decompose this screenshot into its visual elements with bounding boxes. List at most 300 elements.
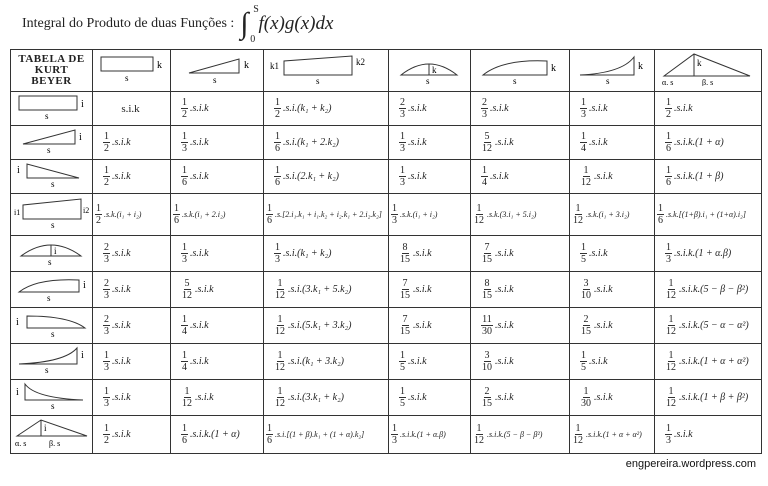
cell xyxy=(93,160,171,194)
numerator: 1 xyxy=(476,203,482,214)
cell xyxy=(471,416,570,454)
cell xyxy=(471,272,570,308)
label-i: i xyxy=(16,317,19,328)
numerator: 1 xyxy=(666,423,671,434)
formula-text: .s.i.k xyxy=(112,391,131,403)
formula-text: .s.i.(k₁ + 3.k₂) xyxy=(288,355,344,367)
cell xyxy=(655,160,762,194)
numerator: 1 xyxy=(583,165,589,176)
denominator: 3 xyxy=(104,254,109,265)
numerator: 1 xyxy=(184,386,190,397)
fraction xyxy=(95,203,102,226)
denominator: 3 xyxy=(182,143,187,154)
cell xyxy=(264,308,389,344)
formula-text: .s.i.k xyxy=(112,136,131,148)
numerator: 1 xyxy=(277,350,283,361)
formula-text: .s.i.k xyxy=(594,283,613,295)
denominator: 3 xyxy=(275,254,280,265)
fraction xyxy=(665,350,677,373)
denominator: 10 xyxy=(581,290,591,301)
fraction xyxy=(665,131,672,154)
triangle-general-diagram xyxy=(13,416,91,448)
fraction xyxy=(399,278,411,301)
numerator: 2 xyxy=(104,314,109,325)
formula-text: .s.i.k xyxy=(195,283,214,295)
denominator: 6 xyxy=(666,177,671,188)
cell xyxy=(389,92,471,126)
formula-text: .s.i.(2.k₁ + k₂) xyxy=(283,170,339,182)
formula-text: .s.i.k xyxy=(408,102,427,114)
denominator: 15 xyxy=(482,398,492,409)
label-i1: i1 xyxy=(14,208,21,217)
table-row xyxy=(11,236,762,272)
formula-text: .s.i.(5.k₁ + 3.k₂) xyxy=(288,319,352,331)
cell xyxy=(570,308,655,344)
parabola-concave-right-diagram xyxy=(13,344,91,374)
formula-text: .s.i.k xyxy=(408,170,427,182)
fraction xyxy=(103,165,110,188)
numerator: 1 xyxy=(581,97,586,108)
rectangle-diagram xyxy=(13,92,91,120)
cell xyxy=(570,92,655,126)
formula-text: .s.k.(i₁ + i₂) xyxy=(104,209,142,219)
fraction xyxy=(665,314,677,337)
cell xyxy=(471,194,570,236)
formula-text: .s.i.k.(1 + α.β) xyxy=(674,247,732,259)
formula-text: .s.i.k xyxy=(495,136,514,148)
denominator: 4 xyxy=(482,177,487,188)
cell xyxy=(389,344,471,380)
formula-text: .s.i.k xyxy=(413,283,432,295)
fraction xyxy=(657,203,664,226)
denominator: 3 xyxy=(392,435,397,446)
cell xyxy=(93,272,171,308)
numerator: 1 xyxy=(277,386,283,397)
numerator: 1 xyxy=(581,242,586,253)
fraction xyxy=(481,97,488,120)
formula-text: .s.i.k xyxy=(190,247,209,259)
table-row xyxy=(11,380,762,416)
numerator: 1 xyxy=(392,423,397,434)
table-row xyxy=(11,126,762,160)
cell xyxy=(570,416,655,454)
denominator: 5 xyxy=(581,254,586,265)
integrand: f(x)g(x)dx xyxy=(258,13,334,34)
row-header-triangle-general xyxy=(11,416,93,454)
cell xyxy=(389,126,471,160)
numerator: 1 xyxy=(104,386,109,397)
numerator: 1 xyxy=(275,97,280,108)
numerator: 1 xyxy=(182,423,187,434)
numerator: 1 xyxy=(96,203,101,214)
table-row xyxy=(11,92,762,126)
cell xyxy=(93,194,171,236)
formula-text: .s.i.k xyxy=(589,136,608,148)
cell xyxy=(570,194,655,236)
fraction xyxy=(665,242,672,265)
row-header-triangle-left xyxy=(11,160,93,194)
cell xyxy=(171,272,264,308)
fraction xyxy=(473,203,485,226)
label-s: s xyxy=(125,73,129,83)
formula-text: .s.i.k xyxy=(674,428,693,440)
cell xyxy=(264,126,389,160)
formula-text: .s.i.k xyxy=(112,428,131,440)
cell xyxy=(570,272,655,308)
numerator: 1 xyxy=(666,97,671,108)
formula-text: .s.i.k xyxy=(190,102,209,114)
numerator: 2 xyxy=(484,386,490,397)
formula-text: .s.i.k xyxy=(112,319,131,331)
formula-text: .s.i.k xyxy=(495,247,514,259)
triangle-left-diagram xyxy=(13,160,91,188)
row-header-parabola-concave-left xyxy=(11,380,93,416)
fraction xyxy=(103,242,110,265)
denominator: 12 xyxy=(474,435,484,446)
formula-text: .s.i.k xyxy=(112,247,131,259)
formula-text: .s.i.k.(5 − α − α²) xyxy=(679,319,749,331)
label-i: i xyxy=(79,132,82,143)
numerator: 1 xyxy=(400,386,405,397)
numerator: 2 xyxy=(482,97,487,108)
numerator: 1 xyxy=(575,423,581,434)
numerator: 1 xyxy=(182,314,187,325)
row-header-parabola-concave-right xyxy=(11,344,93,380)
numerator: 1 xyxy=(668,278,674,289)
cell xyxy=(655,308,762,344)
denominator: 6 xyxy=(182,177,187,188)
fraction xyxy=(274,242,281,265)
label-s: s xyxy=(606,76,610,85)
numerator: 1 xyxy=(275,242,280,253)
cell xyxy=(93,380,171,416)
denominator: 6 xyxy=(267,435,272,446)
cell xyxy=(93,416,171,454)
cell xyxy=(171,236,264,272)
denominator: 30 xyxy=(482,326,492,337)
numerator: 3 xyxy=(484,350,490,361)
numerator: 2 xyxy=(104,278,109,289)
numerator: 1 xyxy=(174,203,179,214)
col-header-trapezoid xyxy=(264,50,389,92)
fraction xyxy=(399,97,406,120)
cell xyxy=(655,92,762,126)
formula-text: .s.i.k xyxy=(190,170,209,182)
label-s: s xyxy=(51,401,55,410)
fraction xyxy=(580,350,587,373)
denominator: 12 xyxy=(182,398,192,409)
denominator: 2 xyxy=(96,215,101,226)
denominator: 6 xyxy=(275,143,280,154)
fraction xyxy=(266,423,273,446)
col-header-triangle-general xyxy=(655,50,762,92)
label-i: i xyxy=(17,165,20,176)
fraction xyxy=(181,97,188,120)
numerator: 1 xyxy=(182,131,187,142)
denominator: 3 xyxy=(104,362,109,373)
integral-sign: ∫ S 0 xyxy=(240,4,259,45)
label-i: i xyxy=(81,350,84,361)
denominator: 30 xyxy=(581,398,591,409)
formula-text: .s.i.k xyxy=(589,355,608,367)
cell xyxy=(655,344,762,380)
fraction xyxy=(103,350,110,373)
fraction xyxy=(274,314,286,337)
formula-text: .s.i.k xyxy=(594,319,613,331)
fraction xyxy=(399,242,411,265)
fraction xyxy=(274,386,286,409)
numerator: 1 xyxy=(581,131,586,142)
table-row xyxy=(11,344,762,380)
formula-text: .s.i.k xyxy=(495,355,514,367)
label-i2: i2 xyxy=(83,206,90,215)
numerator: 1 xyxy=(583,386,589,397)
denominator: 5 xyxy=(581,362,586,373)
denominator: 2 xyxy=(104,177,109,188)
denominator: 15 xyxy=(482,290,492,301)
numerator: 7 xyxy=(484,242,490,253)
formula-text: .s.i.k.(5 − β − β²) xyxy=(487,429,543,439)
numerator: 1 xyxy=(658,203,663,214)
numerator: 1 xyxy=(482,165,487,176)
denominator: 12 xyxy=(275,398,285,409)
denominator: 12 xyxy=(275,362,285,373)
numerator: 7 xyxy=(402,314,408,325)
fraction xyxy=(481,242,493,265)
rectangle-diagram xyxy=(95,51,169,85)
cell xyxy=(570,344,655,380)
cell xyxy=(655,272,762,308)
col-header-parabola-convex xyxy=(471,50,570,92)
cell xyxy=(264,194,389,236)
fraction xyxy=(665,165,672,188)
numerator: 1 xyxy=(267,423,272,434)
fraction xyxy=(580,314,592,337)
table-row xyxy=(11,160,762,194)
label-k1: k1 xyxy=(270,61,279,71)
fraction xyxy=(665,278,677,301)
formula-text: .s.[2.i₁.k₁ + i₁.k₂ + i₂.k₁ + 2.i₂.k₂] xyxy=(275,209,382,219)
fraction xyxy=(173,203,180,226)
denominator: 4 xyxy=(182,362,187,373)
fraction xyxy=(580,242,587,265)
fraction xyxy=(181,131,188,154)
formula-text: .s.i.k xyxy=(190,319,209,331)
numerator: 1 xyxy=(182,165,187,176)
parabola-concave-diagram xyxy=(572,51,652,85)
denominator: 6 xyxy=(275,177,280,188)
fraction xyxy=(181,423,188,446)
denominator: 12 xyxy=(474,215,484,226)
denominator: 3 xyxy=(666,435,671,446)
formula-text: .s.i.k xyxy=(413,247,432,259)
formula-text: .s.i.k xyxy=(190,136,209,148)
formula-text: .s.i.k xyxy=(594,170,613,182)
denominator: 2 xyxy=(275,109,280,120)
numerator: 1 xyxy=(104,165,109,176)
numerator: 8 xyxy=(402,242,408,253)
numerator: 5 xyxy=(484,131,490,142)
denominator: 3 xyxy=(104,326,109,337)
denominator: 3 xyxy=(182,254,187,265)
numerator: 1 xyxy=(104,423,109,434)
cell xyxy=(471,380,570,416)
formula-text: .s.i.k xyxy=(408,136,427,148)
row-header-trapezoid xyxy=(11,194,93,236)
numerator: 1 xyxy=(581,350,586,361)
fraction xyxy=(274,97,281,120)
formula-text: .s.i.k xyxy=(408,355,427,367)
denominator: 15 xyxy=(400,254,410,265)
label-k: k xyxy=(432,65,437,75)
label-alpha-s: α. s xyxy=(662,78,674,86)
formula-text: .s.i.(k₁ + k₂) xyxy=(283,247,332,259)
numerator: 1 xyxy=(104,350,109,361)
formula-text: .s.k.(i₁ + i₂) xyxy=(400,209,438,219)
denominator: 2 xyxy=(182,109,187,120)
col-header-parabola-concave xyxy=(570,50,655,92)
label-k: k xyxy=(551,63,556,74)
label-i: i xyxy=(54,246,57,256)
formula-text: .s.i.(3.k₁ + 5.k₂) xyxy=(288,283,352,295)
label-s: s xyxy=(213,75,217,85)
cell xyxy=(471,236,570,272)
label-s: s xyxy=(47,293,51,302)
label-s: s xyxy=(45,111,49,120)
denominator: 6 xyxy=(666,143,671,154)
numerator: 1 xyxy=(668,314,674,325)
cell xyxy=(389,416,471,454)
parabola-convex-diagram xyxy=(473,51,567,85)
formula-text: .s.i.(k₁ + 2.k₂) xyxy=(283,136,339,148)
cell xyxy=(171,160,264,194)
row-header-rectangle xyxy=(11,92,93,126)
fraction xyxy=(103,131,110,154)
corner-line-1: TABELA DE xyxy=(18,53,85,65)
fraction xyxy=(181,386,193,409)
denominator: 15 xyxy=(400,326,410,337)
denominator: 3 xyxy=(482,109,487,120)
denominator: 5 xyxy=(400,398,405,409)
lower-limit: 0 xyxy=(250,34,256,45)
denominator: 2 xyxy=(104,435,109,446)
numerator: 2 xyxy=(400,97,405,108)
upper-limit: S xyxy=(253,4,259,15)
fraction xyxy=(103,314,110,337)
fraction xyxy=(572,203,584,226)
fraction xyxy=(580,165,592,188)
fraction xyxy=(481,278,493,301)
cell xyxy=(264,272,389,308)
col-header-triangle-right xyxy=(171,50,264,92)
fraction xyxy=(580,386,592,409)
denominator: 12 xyxy=(666,362,676,373)
formula-text: .s.i.k xyxy=(594,391,613,403)
label-i: i xyxy=(16,387,19,398)
label-i: i xyxy=(83,280,86,291)
formula-text: .s.i.k xyxy=(589,247,608,259)
fraction xyxy=(481,350,493,373)
fraction xyxy=(665,386,677,409)
fraction xyxy=(181,278,193,301)
numerator: 5 xyxy=(184,278,190,289)
fraction xyxy=(274,131,281,154)
formula-text: .s.i.k.(1 + α + α²) xyxy=(586,429,642,439)
fraction xyxy=(274,165,281,188)
denominator: 6 xyxy=(658,215,663,226)
cell xyxy=(655,236,762,272)
denominator: 3 xyxy=(104,398,109,409)
kurt-beyer-table xyxy=(10,49,762,454)
label-k: k xyxy=(244,60,249,71)
parabola-concave-left-diagram xyxy=(13,380,91,410)
numerator: 1 xyxy=(668,350,674,361)
denominator: 2 xyxy=(104,143,109,154)
cell xyxy=(570,236,655,272)
denominator: 3 xyxy=(400,109,405,120)
formula-text: .s.k.(3.i₁ + 5.i₂) xyxy=(487,209,537,219)
fraction xyxy=(266,203,273,226)
cell xyxy=(389,236,471,272)
cell xyxy=(655,194,762,236)
parabola-symmetric-diagram xyxy=(391,51,469,85)
formula-text: .s.i.k.(5 − β − β²) xyxy=(679,283,749,295)
label-s: s xyxy=(51,220,55,229)
denominator: 10 xyxy=(482,362,492,373)
label-i: i xyxy=(81,99,84,110)
integral-expression xyxy=(240,4,334,45)
fraction xyxy=(181,314,188,337)
parabola-convex-right-diagram xyxy=(13,272,91,302)
fraction xyxy=(481,314,493,337)
label-s: s xyxy=(51,179,55,188)
denominator: 12 xyxy=(275,290,285,301)
denominator: 6 xyxy=(182,435,187,446)
denominator: 15 xyxy=(581,326,591,337)
fraction xyxy=(481,131,493,154)
denominator: 12 xyxy=(573,435,583,446)
denominator: 12 xyxy=(275,326,285,337)
label-s: s xyxy=(426,76,430,85)
fraction xyxy=(580,278,592,301)
label-i: i xyxy=(44,423,47,433)
denominator: 4 xyxy=(581,143,586,154)
formula-text: .s.i.k.(1 + β) xyxy=(674,170,724,182)
label-s: s xyxy=(45,365,49,374)
denominator: 12 xyxy=(666,398,676,409)
denominator: 12 xyxy=(182,290,192,301)
fraction xyxy=(481,386,493,409)
table-row xyxy=(11,194,762,236)
denominator: 2 xyxy=(666,109,671,120)
cell xyxy=(171,92,264,126)
cell xyxy=(471,126,570,160)
fraction xyxy=(181,242,188,265)
formula-text: .s.i.k xyxy=(589,102,608,114)
denominator: 15 xyxy=(482,254,492,265)
page-header xyxy=(22,4,333,44)
formula-text: .s.i.k xyxy=(495,283,514,295)
formula-text: .s.i.k.(1 + α) xyxy=(674,136,724,148)
denominator: 6 xyxy=(267,215,272,226)
formula-text: .s.i.(k₁ + k₂) xyxy=(283,102,332,114)
fraction xyxy=(399,314,411,337)
cell xyxy=(655,416,762,454)
denominator: 3 xyxy=(392,215,397,226)
cell xyxy=(570,380,655,416)
cell xyxy=(93,236,171,272)
fraction xyxy=(580,97,587,120)
